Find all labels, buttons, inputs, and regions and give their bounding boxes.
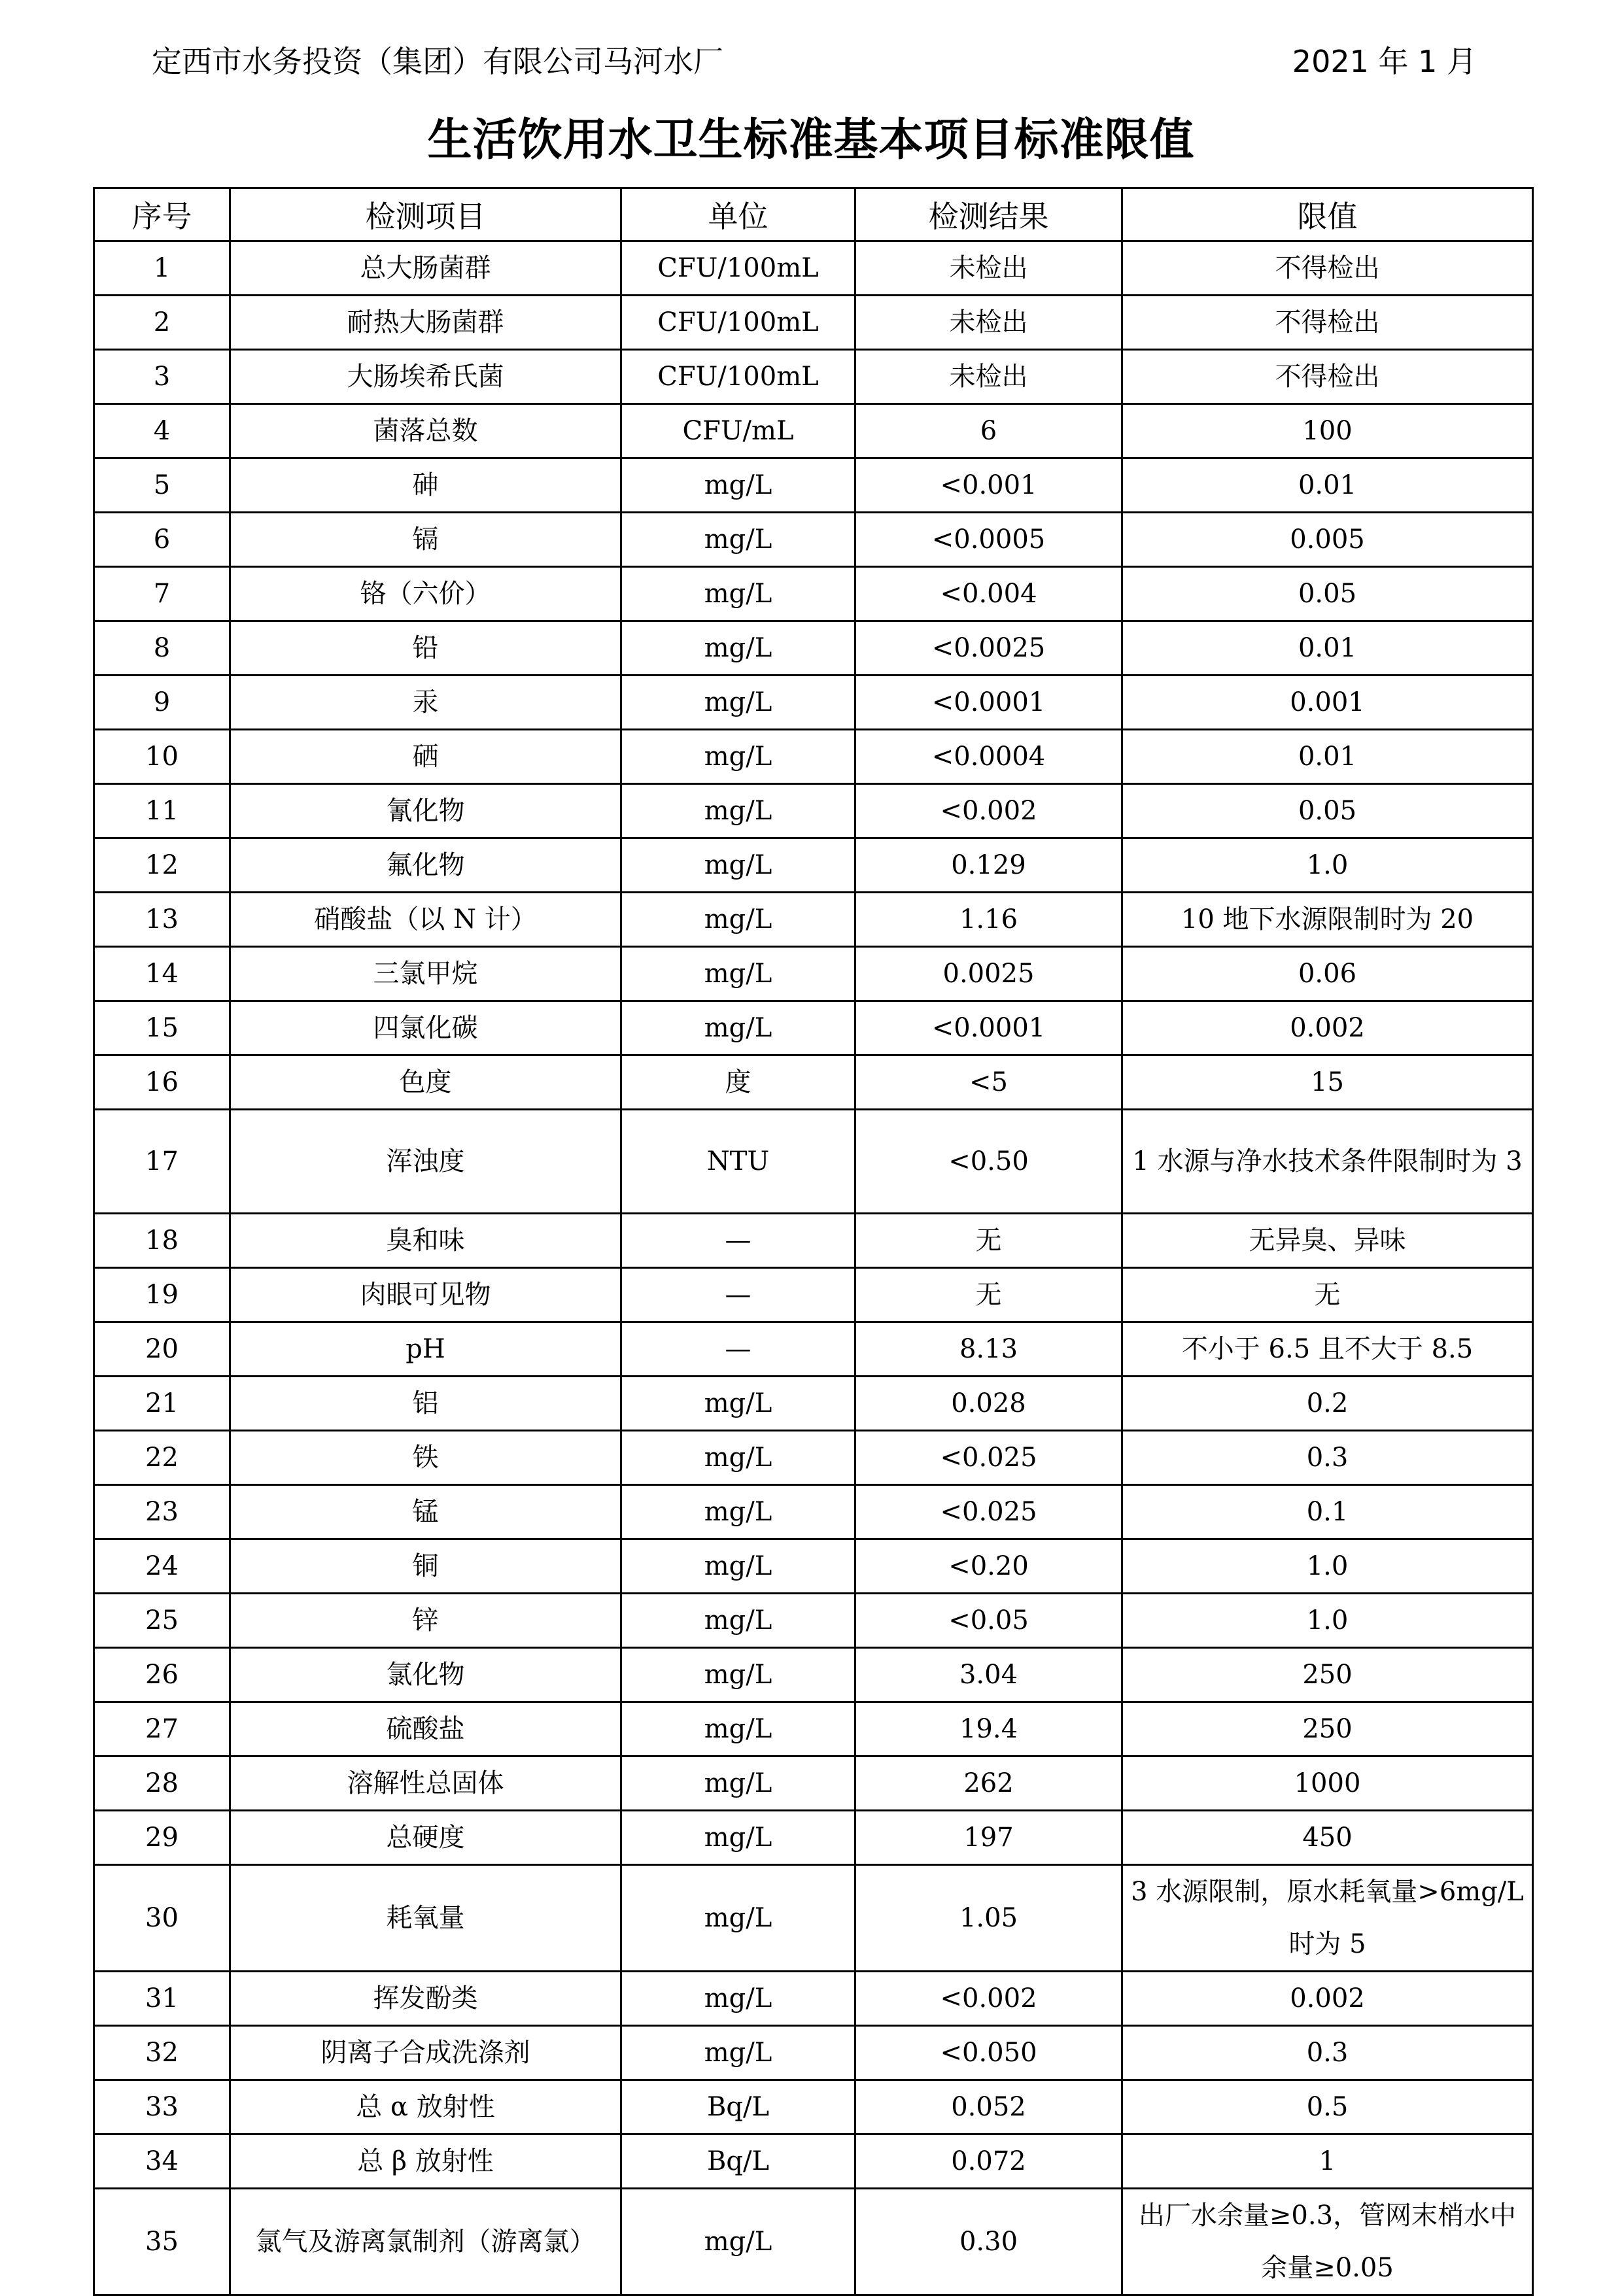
page-title: 生活饮用水卫生标准基本项目标准限值 bbox=[427, 114, 1195, 166]
cell-item: 总硬度 bbox=[230, 1811, 621, 1865]
cell-result: 3.04 bbox=[855, 1648, 1122, 1702]
cell-unit: mg/L bbox=[621, 458, 855, 513]
cell-index: 8 bbox=[94, 621, 230, 676]
cell-item: 臭和味 bbox=[230, 1214, 621, 1268]
cell-limit: 1 bbox=[1122, 2134, 1533, 2189]
cell-limit: 0.2 bbox=[1122, 1377, 1533, 1431]
cell-index: 6 bbox=[94, 513, 230, 567]
cell-index: 33 bbox=[94, 2080, 230, 2134]
table-row bbox=[94, 1055, 1533, 1110]
cell-index: 15 bbox=[94, 1001, 230, 1055]
table-row bbox=[94, 2189, 1533, 2295]
cell-index: 13 bbox=[94, 893, 230, 947]
cell-limit: 450 bbox=[1122, 1811, 1533, 1865]
cell-index: 25 bbox=[94, 1594, 230, 1648]
cell-result: <0.002 bbox=[855, 1972, 1122, 2026]
cell-unit: mg/L bbox=[621, 730, 855, 784]
cell-item: 汞 bbox=[230, 676, 621, 730]
table-row bbox=[94, 1756, 1533, 1811]
cell-unit: mg/L bbox=[621, 1377, 855, 1431]
cell-unit: — bbox=[621, 1214, 855, 1268]
cell-index: 29 bbox=[94, 1811, 230, 1865]
cell-unit: mg/L bbox=[621, 1702, 855, 1756]
cell-unit: mg/L bbox=[621, 838, 855, 893]
cell-limit: 10 地下水源限制时为 20 bbox=[1122, 893, 1533, 947]
cell-item: 菌落总数 bbox=[230, 404, 621, 458]
cell-index: 30 bbox=[94, 1865, 230, 1972]
cell-unit: mg/L bbox=[621, 676, 855, 730]
cell-unit: mg/L bbox=[621, 621, 855, 676]
cell-result: <0.050 bbox=[855, 2026, 1122, 2080]
cell-unit: Bq/L bbox=[621, 2080, 855, 2134]
cell-result: <0.004 bbox=[855, 567, 1122, 621]
column-header-index: 序号 bbox=[94, 188, 230, 241]
table-row bbox=[94, 730, 1533, 784]
cell-item: 铝 bbox=[230, 1377, 621, 1431]
cell-item: 挥发酚类 bbox=[230, 1972, 621, 2026]
table-row bbox=[94, 350, 1533, 404]
cell-limit: 0.01 bbox=[1122, 730, 1533, 784]
cell-item: 肉眼可见物 bbox=[230, 1268, 621, 1322]
cell-unit: mg/L bbox=[621, 947, 855, 1001]
cell-unit: mg/L bbox=[621, 1539, 855, 1594]
table-row bbox=[94, 784, 1533, 838]
cell-result: 19.4 bbox=[855, 1702, 1122, 1756]
cell-unit: mg/L bbox=[621, 1594, 855, 1648]
cell-limit: 0.002 bbox=[1122, 1972, 1533, 2026]
cell-index: 23 bbox=[94, 1485, 230, 1539]
cell-item: 铅 bbox=[230, 621, 621, 676]
cell-index: 32 bbox=[94, 2026, 230, 2080]
cell-item: 色度 bbox=[230, 1055, 621, 1110]
cell-unit: mg/L bbox=[621, 893, 855, 947]
cell-item: 铬（六价） bbox=[230, 567, 621, 621]
cell-result: <0.20 bbox=[855, 1539, 1122, 1594]
cell-index: 28 bbox=[94, 1756, 230, 1811]
cell-unit: mg/L bbox=[621, 2026, 855, 2080]
cell-index: 3 bbox=[94, 350, 230, 404]
cell-index: 31 bbox=[94, 1972, 230, 2026]
cell-unit: mg/L bbox=[621, 1756, 855, 1811]
table-row bbox=[94, 1377, 1533, 1431]
cell-unit: mg/L bbox=[621, 1431, 855, 1485]
cell-limit: 0.3 bbox=[1122, 2026, 1533, 2080]
cell-unit: Bq/L bbox=[621, 2134, 855, 2189]
table-header-row bbox=[94, 188, 1533, 241]
cell-result: <0.0005 bbox=[855, 513, 1122, 567]
cell-limit: 100 bbox=[1122, 404, 1533, 458]
cell-result: 无 bbox=[855, 1214, 1122, 1268]
cell-unit: mg/L bbox=[621, 513, 855, 567]
cell-unit: mg/L bbox=[621, 1865, 855, 1972]
table-row bbox=[94, 404, 1533, 458]
cell-limit: 无异臭、异味 bbox=[1122, 1214, 1533, 1268]
cell-index: 34 bbox=[94, 2134, 230, 2189]
table-row bbox=[94, 1648, 1533, 1702]
table-row bbox=[94, 621, 1533, 676]
cell-limit: 250 bbox=[1122, 1648, 1533, 1702]
cell-index: 9 bbox=[94, 676, 230, 730]
cell-limit: 0.3 bbox=[1122, 1431, 1533, 1485]
cell-unit: mg/L bbox=[621, 784, 855, 838]
cell-index: 22 bbox=[94, 1431, 230, 1485]
cell-item: 氯化物 bbox=[230, 1648, 621, 1702]
cell-item: 锌 bbox=[230, 1594, 621, 1648]
cell-limit: 不得检出 bbox=[1122, 350, 1533, 404]
cell-limit: 1000 bbox=[1122, 1756, 1533, 1811]
table-row bbox=[94, 296, 1533, 350]
cell-unit: mg/L bbox=[621, 1972, 855, 2026]
cell-item: 锰 bbox=[230, 1485, 621, 1539]
cell-limit: 1.0 bbox=[1122, 838, 1533, 893]
cell-item: 耗氧量 bbox=[230, 1865, 621, 1972]
cell-result: 0.30 bbox=[855, 2189, 1122, 2295]
cell-limit: 0.1 bbox=[1122, 1485, 1533, 1539]
cell-item: pH bbox=[230, 1322, 621, 1377]
cell-index: 7 bbox=[94, 567, 230, 621]
cell-result: <0.0004 bbox=[855, 730, 1122, 784]
document-header bbox=[152, 38, 1477, 84]
cell-result: <5 bbox=[855, 1055, 1122, 1110]
cell-unit: CFU/100mL bbox=[621, 350, 855, 404]
cell-result: 0.052 bbox=[855, 2080, 1122, 2134]
cell-result: <0.50 bbox=[855, 1110, 1122, 1214]
standards-table bbox=[93, 187, 1534, 2296]
cell-result: 0.0025 bbox=[855, 947, 1122, 1001]
cell-result: <0.002 bbox=[855, 784, 1122, 838]
cell-unit: mg/L bbox=[621, 1811, 855, 1865]
table-row bbox=[94, 1702, 1533, 1756]
cell-limit: 15 bbox=[1122, 1055, 1533, 1110]
cell-unit: 度 bbox=[621, 1055, 855, 1110]
cell-limit: 3 水源限制，原水耗氧量>6mg/L 时为 5 bbox=[1122, 1865, 1533, 1972]
cell-limit: 不得检出 bbox=[1122, 296, 1533, 350]
cell-item: 总 α 放射性 bbox=[230, 2080, 621, 2134]
column-header-limit: 限值 bbox=[1122, 188, 1533, 241]
cell-limit: 1.0 bbox=[1122, 1539, 1533, 1594]
cell-unit: mg/L bbox=[621, 1648, 855, 1702]
cell-item: 大肠埃希氏菌 bbox=[230, 350, 621, 404]
cell-unit: NTU bbox=[621, 1110, 855, 1214]
table-row bbox=[94, 947, 1533, 1001]
cell-limit: 0.5 bbox=[1122, 2080, 1533, 2134]
table-row bbox=[94, 1001, 1533, 1055]
organization-name: 定西市水务投资（集团）有限公司马河水厂 bbox=[152, 44, 723, 79]
cell-result: 未检出 bbox=[855, 241, 1122, 296]
cell-limit: 0.05 bbox=[1122, 567, 1533, 621]
cell-limit: 0.05 bbox=[1122, 784, 1533, 838]
table-row bbox=[94, 1594, 1533, 1648]
cell-result: 0.129 bbox=[855, 838, 1122, 893]
cell-result: 未检出 bbox=[855, 296, 1122, 350]
cell-unit: CFU/mL bbox=[621, 404, 855, 458]
cell-limit: 0.01 bbox=[1122, 458, 1533, 513]
cell-unit: mg/L bbox=[621, 567, 855, 621]
cell-result: 无 bbox=[855, 1268, 1122, 1322]
cell-unit: mg/L bbox=[621, 1001, 855, 1055]
table-row bbox=[94, 567, 1533, 621]
cell-item: 耐热大肠菌群 bbox=[230, 296, 621, 350]
cell-result: 0.072 bbox=[855, 2134, 1122, 2189]
report-date: 2021 年 1 月 bbox=[1292, 44, 1477, 79]
cell-item: 硒 bbox=[230, 730, 621, 784]
cell-index: 5 bbox=[94, 458, 230, 513]
cell-limit: 0.01 bbox=[1122, 621, 1533, 676]
cell-index: 21 bbox=[94, 1377, 230, 1431]
cell-item: 铜 bbox=[230, 1539, 621, 1594]
cell-index: 27 bbox=[94, 1702, 230, 1756]
cell-result: <0.025 bbox=[855, 1485, 1122, 1539]
cell-index: 20 bbox=[94, 1322, 230, 1377]
table-row bbox=[94, 1268, 1533, 1322]
cell-unit: mg/L bbox=[621, 1485, 855, 1539]
cell-index: 24 bbox=[94, 1539, 230, 1594]
table-row bbox=[94, 1811, 1533, 1865]
cell-limit: 1 水源与净水技术条件限制时为 3 bbox=[1122, 1110, 1533, 1214]
table-row bbox=[94, 1214, 1533, 1268]
column-header-result: 检测结果 bbox=[855, 188, 1122, 241]
cell-result: 0.028 bbox=[855, 1377, 1122, 1431]
cell-result: 1.05 bbox=[855, 1865, 1122, 1972]
cell-index: 11 bbox=[94, 784, 230, 838]
table-row bbox=[94, 513, 1533, 567]
cell-limit: 250 bbox=[1122, 1702, 1533, 1756]
table-row bbox=[94, 2026, 1533, 2080]
cell-result: 197 bbox=[855, 1811, 1122, 1865]
cell-item: 硝酸盐（以 N 计） bbox=[230, 893, 621, 947]
cell-item: 氟化物 bbox=[230, 838, 621, 893]
table-row bbox=[94, 2080, 1533, 2134]
cell-index: 35 bbox=[94, 2189, 230, 2295]
table-row bbox=[94, 1431, 1533, 1485]
cell-item: 总大肠菌群 bbox=[230, 241, 621, 296]
cell-result: 1.16 bbox=[855, 893, 1122, 947]
cell-index: 14 bbox=[94, 947, 230, 1001]
table-row bbox=[94, 1110, 1533, 1214]
table-row bbox=[94, 1972, 1533, 2026]
cell-unit: mg/L bbox=[621, 2189, 855, 2295]
cell-item: 四氯化碳 bbox=[230, 1001, 621, 1055]
cell-limit: 出厂水余量≥0.3，管网末梢水中余量≥0.05 bbox=[1122, 2189, 1533, 2295]
cell-result: 262 bbox=[855, 1756, 1122, 1811]
cell-unit: — bbox=[621, 1322, 855, 1377]
cell-index: 12 bbox=[94, 838, 230, 893]
table-row bbox=[94, 1485, 1533, 1539]
cell-item: 阴离子合成洗涤剂 bbox=[230, 2026, 621, 2080]
table-row bbox=[94, 893, 1533, 947]
table-row bbox=[94, 1539, 1533, 1594]
cell-index: 18 bbox=[94, 1214, 230, 1268]
cell-limit: 0.005 bbox=[1122, 513, 1533, 567]
table-row bbox=[94, 2134, 1533, 2189]
cell-limit: 不小于 6.5 且不大于 8.5 bbox=[1122, 1322, 1533, 1377]
cell-index: 2 bbox=[94, 296, 230, 350]
cell-item: 铁 bbox=[230, 1431, 621, 1485]
cell-limit: 0.002 bbox=[1122, 1001, 1533, 1055]
cell-unit: — bbox=[621, 1268, 855, 1322]
cell-result: <0.0001 bbox=[855, 676, 1122, 730]
cell-result: <0.0001 bbox=[855, 1001, 1122, 1055]
table-row bbox=[94, 241, 1533, 296]
table-row bbox=[94, 1865, 1533, 1972]
cell-item: 硫酸盐 bbox=[230, 1702, 621, 1756]
table-row bbox=[94, 1322, 1533, 1377]
cell-limit: 1.0 bbox=[1122, 1594, 1533, 1648]
cell-result: 8.13 bbox=[855, 1322, 1122, 1377]
cell-item: 浑浊度 bbox=[230, 1110, 621, 1214]
column-header-unit: 单位 bbox=[621, 188, 855, 241]
cell-index: 1 bbox=[94, 241, 230, 296]
cell-item: 氯气及游离氯制剂（游离氯） bbox=[230, 2189, 621, 2295]
cell-result: <0.0025 bbox=[855, 621, 1122, 676]
table-row bbox=[94, 676, 1533, 730]
column-header-item: 检测项目 bbox=[230, 188, 621, 241]
table-row bbox=[94, 838, 1533, 893]
cell-result: 未检出 bbox=[855, 350, 1122, 404]
cell-index: 10 bbox=[94, 730, 230, 784]
cell-unit: CFU/100mL bbox=[621, 296, 855, 350]
cell-item: 镉 bbox=[230, 513, 621, 567]
table-row bbox=[94, 458, 1533, 513]
cell-item: 三氯甲烷 bbox=[230, 947, 621, 1001]
cell-limit: 不得检出 bbox=[1122, 241, 1533, 296]
cell-result: <0.05 bbox=[855, 1594, 1122, 1648]
cell-limit: 0.001 bbox=[1122, 676, 1533, 730]
cell-unit: CFU/100mL bbox=[621, 241, 855, 296]
cell-index: 4 bbox=[94, 404, 230, 458]
cell-item: 砷 bbox=[230, 458, 621, 513]
table-body bbox=[94, 241, 1533, 2295]
cell-result: 6 bbox=[855, 404, 1122, 458]
cell-index: 17 bbox=[94, 1110, 230, 1214]
cell-index: 16 bbox=[94, 1055, 230, 1110]
cell-limit: 无 bbox=[1122, 1268, 1533, 1322]
cell-result: <0.025 bbox=[855, 1431, 1122, 1485]
cell-item: 溶解性总固体 bbox=[230, 1756, 621, 1811]
cell-item: 总 β 放射性 bbox=[230, 2134, 621, 2189]
cell-limit: 0.06 bbox=[1122, 947, 1533, 1001]
cell-index: 26 bbox=[94, 1648, 230, 1702]
cell-item: 氰化物 bbox=[230, 784, 621, 838]
cell-index: 19 bbox=[94, 1268, 230, 1322]
cell-result: <0.001 bbox=[855, 458, 1122, 513]
